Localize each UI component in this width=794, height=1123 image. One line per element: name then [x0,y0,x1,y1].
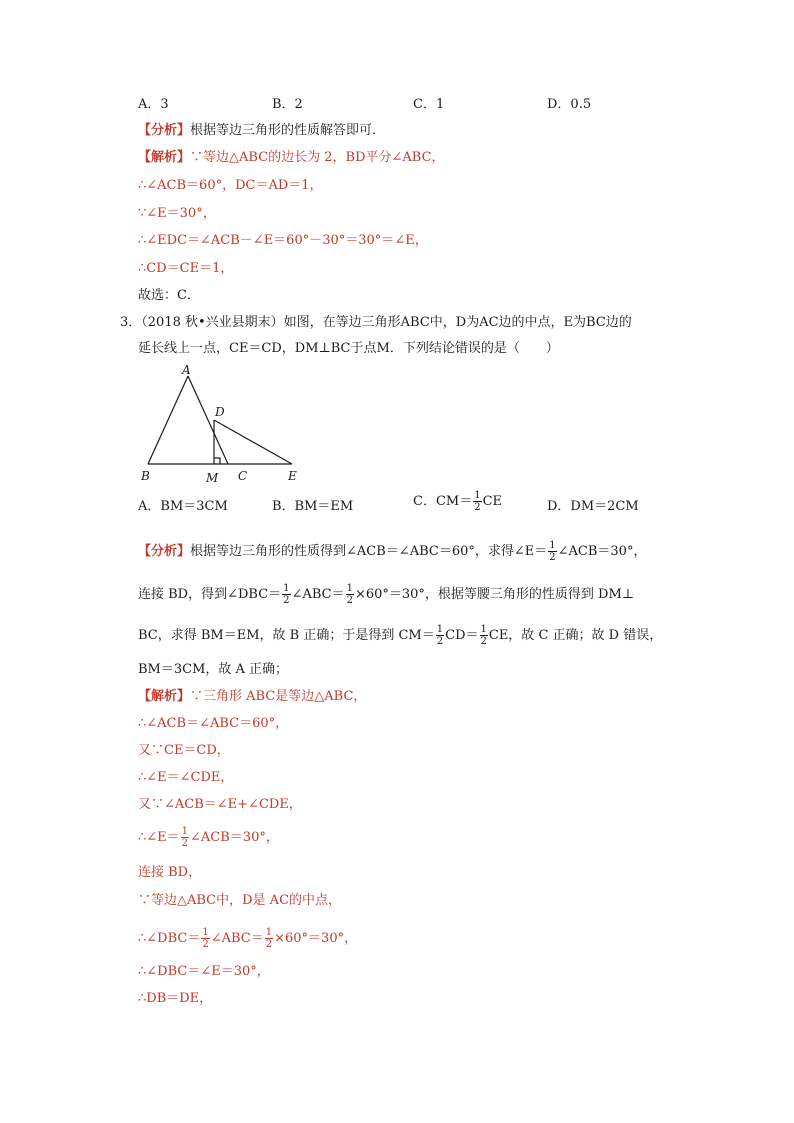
option-c-suffix: CE [482,494,503,509]
q3-solution-line: ∴∠E＝∠CDE， [138,770,234,785]
solution-text: ∠ABC＝ [210,931,264,946]
label-m: M [206,471,219,485]
q2-answer: 故选：C． [138,288,200,303]
q2-solution-line: ∴CD＝CE＝1， [138,261,234,276]
fraction-num: 1 [202,927,209,938]
fraction-den: 2 [480,636,487,647]
fraction-den: 2 [265,939,273,950]
fraction-num: 1 [549,540,556,551]
label-c: C [238,469,248,483]
solution-tag: 【解析】 [138,689,191,704]
q3-stem-line1: 3．（2018 秋•兴业县期末）如图，在等边三角形ABC中，D为AC边的中点，E为BC边的 [120,315,632,330]
fraction [436,624,444,647]
analysis-text: CD＝ [445,628,479,643]
segment-ac [188,376,228,464]
q3-option-b: B．BM＝EM [272,499,354,514]
solution-text: ∠ACB＝30°， [190,830,279,845]
q3-solution-line: 又∵CE＝CD， [138,743,230,758]
q3-analysis-line4: BM＝3CM，故 A 正确； [138,662,289,677]
q3-solution-line: ∴∠ACB＝∠ABC＝60°， [138,716,289,731]
q3-solution-line: ∴DB＝DE， [138,991,213,1006]
analysis-text: 连接 BD，得到∠DBC＝ [138,587,282,602]
fraction-num: 1 [283,583,290,594]
fraction-den: 2 [181,838,189,849]
solution-tag: 【解析】 [138,150,191,165]
solution-text: ∴∠E＝ [138,830,180,845]
q3-solution-line: 又∵∠ACB＝∠E+∠CDE， [138,797,302,812]
fraction-den: 2 [436,636,444,647]
option-c-prefix: C．CM＝ [413,494,473,509]
fraction [201,927,209,950]
label-d: D [215,405,225,419]
q2-option-a: A．3 [138,97,169,112]
fraction-den: 2 [474,502,481,513]
fraction-num: 1 [346,583,353,594]
q3-option-d: D．DM＝2CM [547,499,639,514]
fraction [480,624,488,647]
q2-solution-line [138,148,445,168]
fraction-num: 1 [474,490,481,501]
q3-analysis-line2 [138,583,634,606]
fraction-den: 2 [202,939,209,950]
fraction [346,583,354,606]
q2-analysis [138,121,385,141]
q2-option-c: C．1 [413,97,445,112]
analysis-text: 根据等边三角形的性质得到∠ACB＝∠ABC＝60°，求得∠E＝ [190,544,548,559]
solution-text: ∴∠DBC＝ [138,931,201,946]
analysis-text: 根据等边三角形的性质解答即可． [190,123,386,138]
q3-solution-line: 连接 BD， [138,865,202,880]
fraction-den: 2 [283,595,290,606]
fraction-den: 2 [346,595,353,606]
q3-solution-line [138,687,366,707]
analysis-text: ×60°＝30°，根据等腰三角形的性质得到 DM⊥ [354,587,635,602]
fraction-den: 2 [549,552,556,563]
label-e: E [288,469,297,483]
segment-ab [148,376,188,464]
analysis-text: ∠ABC＝ [291,587,345,602]
q2-solution-line: ∵∠E＝30°， [138,206,216,221]
triangle-figure [138,362,308,487]
q3-solution-line [138,927,357,950]
label-a: A [182,363,191,377]
fraction [265,927,273,950]
q3-solution-line: ∵等边△ABC中，D是 AC的中点， [138,893,342,908]
label-b: B [141,469,150,483]
fraction [473,490,481,513]
fraction-num: 1 [265,927,273,938]
analysis-text: BC，求得 BM＝EM，故 B 正确；于是得到 CM＝ [138,628,435,643]
analysis-text: ∠ACB＝30°， [557,544,647,559]
analysis-tag: 【分析】 [138,544,191,559]
q2-option-b: B．2 [272,97,303,112]
q3-solution-line: ∴∠DBC＝∠E＝30°， [138,964,270,979]
q2-solution-line: ∴∠EDC＝∠ACB－∠E＝60°－30°＝30°＝∠E， [138,233,428,248]
segment-de [214,420,292,464]
q2-option-d: D．0.5 [547,97,592,112]
fraction-num: 1 [436,624,444,635]
q3-solution-line [138,826,279,849]
analysis-tag: 【分析】 [138,123,191,138]
solution-text: ×60°＝30°， [274,931,358,946]
fraction [282,583,290,606]
solution-text: ∵等边△ABC的边长为 2，BD平分∠ABC， [190,150,445,165]
fraction [548,540,556,563]
q3-analysis-line3 [138,624,662,647]
fraction-num: 1 [480,624,487,635]
right-angle-mark [214,458,220,464]
analysis-text: CE，故 C 正确；故 D 错误， [488,628,663,643]
q2-solution-line: ∴∠ACB＝60°，DC＝AD＝1， [138,178,323,193]
solution-text: ∵三角形 ABC是等边△ABC， [190,689,367,704]
q3-option-a: A．BM＝3CM [138,499,228,514]
q3-analysis-line1 [138,540,646,563]
q3-option-c [413,490,502,513]
fraction [181,826,189,849]
fraction-num: 1 [181,826,189,837]
q3-stem-line2: 延长线上一点，CE＝CD，DM⊥BC于点M．下列结论错误的是（ ） [138,341,559,356]
